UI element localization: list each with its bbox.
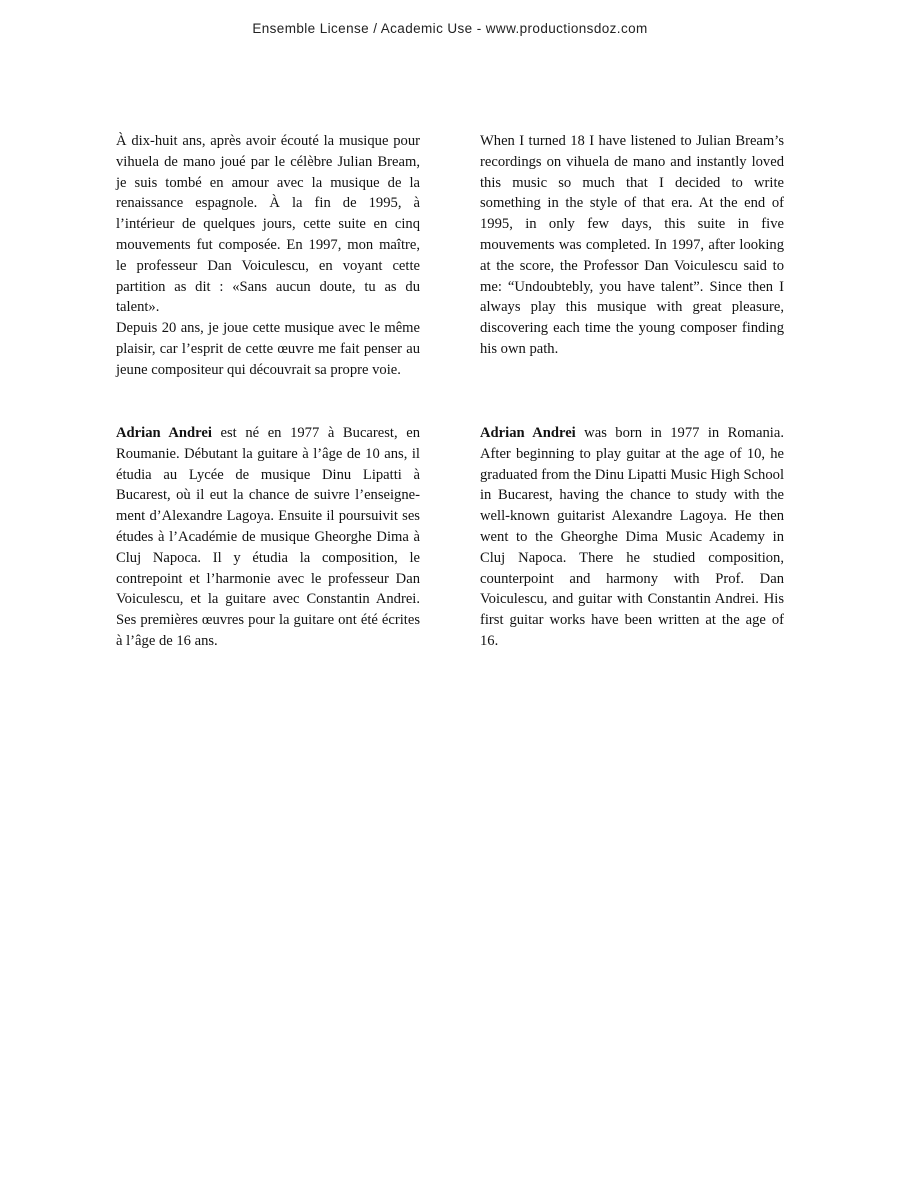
license-header: Ensemble License / Academic Use - www.productionsdoz.com <box>252 21 648 36</box>
french-intro-paragraph-2: Depuis 20 ans, je joue cette musique avec le même plaisir, car l’esprit de cette œuvre me fait penser au jeune compositeur qui découvrait sa propre voie. <box>116 320 420 378</box>
english-bio-name: Adrian Andrei <box>480 425 576 441</box>
english-intro-section <box>480 131 784 360</box>
french-bio-paragraph <box>116 423 420 652</box>
french-bio-section <box>116 423 420 652</box>
french-intro-section <box>116 131 420 381</box>
english-intro-paragraph: When I turned 18 I have listened to Julian Bream’s recordings on vihuela de mano and instantly loved this music so much that I decided to write something in the style of that era. At the end of 1995, in only few days, this suite in five mouvements was completed. In 1997, after looking at the score, the Professor Dan Voiculescu said to me: “Undoubtebly, you have talent”. Since then I always play this musique with great pleasure, discovering each time the young composer finding his own path. <box>480 133 784 357</box>
english-bio-paragraph <box>480 423 784 652</box>
french-bio-name: Adrian Andrei <box>116 425 212 441</box>
french-bio-text: est né en 1977 à Bucarest, en Roumanie. Débutant la guitare à l’âge de 10 ans, il étudia au Lycée de musique Dinu Lipatti à Bucarest, où il eut la chance de suivre l’enseignement d’Alexandre Lagoya. Ensuite il poursuivit ses études à l’Académie de musique Gheorghe Dima à Cluj Napoca. Il y étudia la composition, le contrepoint et l’harmonie avec le professeur Dan Voiculescu, et la guitare avec Constantin Andrei. Ses premières œuvres pour la guitare ont été écrites à l’âge de 16 ans. <box>116 425 420 649</box>
english-bio-section <box>480 423 784 652</box>
french-intro-paragraph-1: À dix-huit ans, après avoir écouté la musique pour vihuela de mano joué par le célèbre Julian Bream, je suis tombé en amour avec la musique de la renaissance espagnole. À la fin de 1995, à l’intérieur de quelques jours, cette suite en cinq mouvements fut composée. En 1997, mon maître, le professeur Dan Voiculescu, en voyant cette partition as dit : «Sans aucun doute, tu as du talent». <box>116 133 420 316</box>
english-bio-text: was born in 1977 in Romania. After beginning to play guitar at the age of 10, he graduated from the Dinu Lipatti Music High School in Bucarest, having the chance to study with the well-known guitarist Alexandre Lagoya. He then went to the Gheorghe Dima Music Academy in Cluj Napoca. There he studied composition, counterpoint and harmony with Prof. Dan Voiculescu, and guitar with Constantin Andrei. His first guitar works have been written at the age of 16. <box>480 425 784 649</box>
